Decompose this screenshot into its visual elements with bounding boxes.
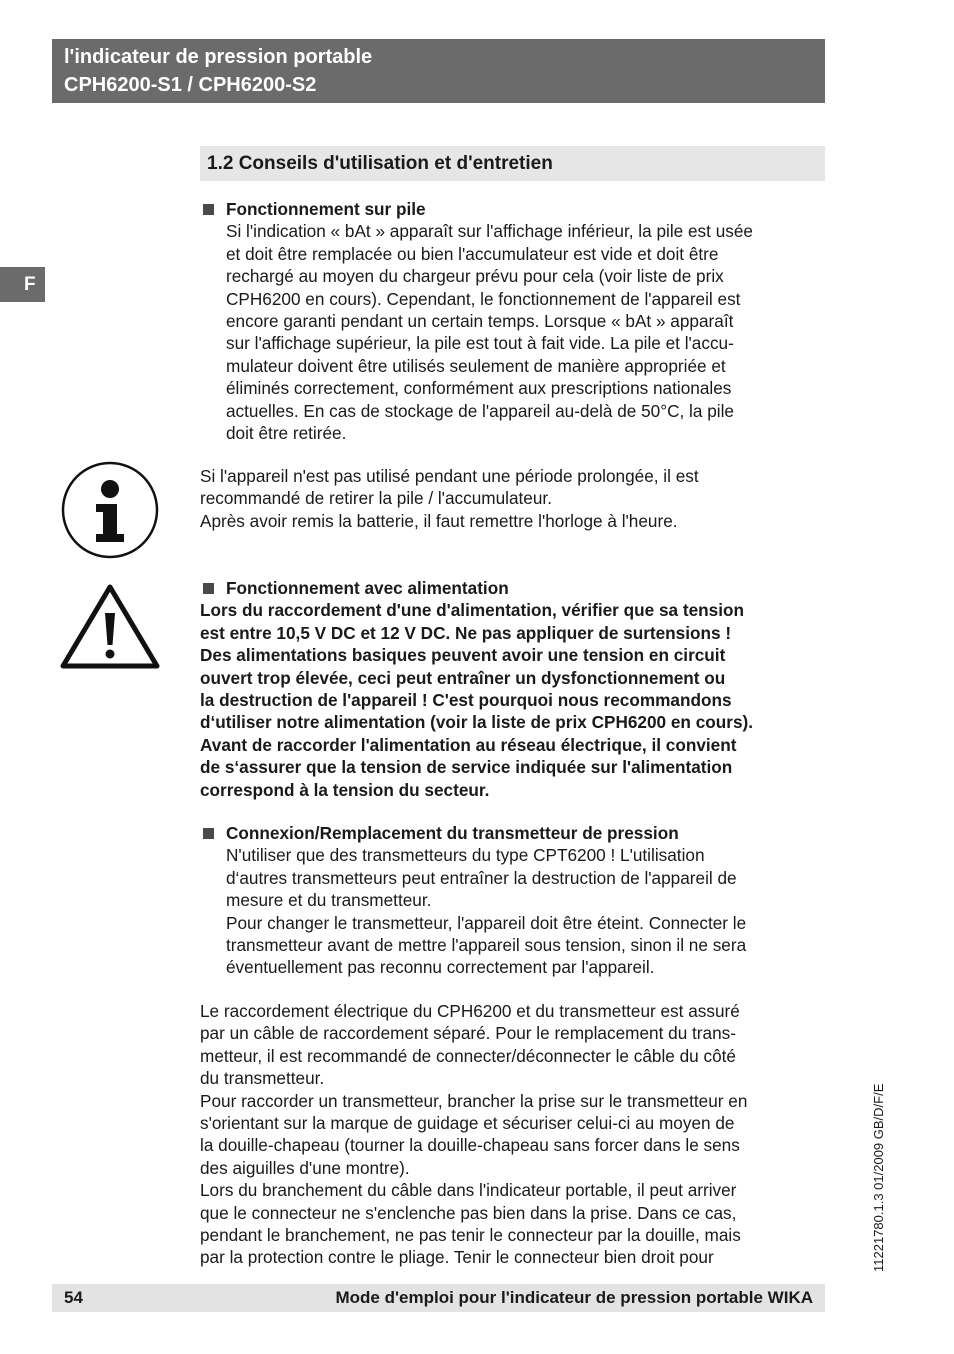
page-number: 54 [64,1288,83,1307]
document-number: 11221780.1.3 01/2009 GB/D/F/E [871,1083,886,1272]
connection-text: Le raccordement électrique du CPH6200 et du transmetteur est assuré par un câble de raccordement séparé. Pour le remplacement du trans- metteur, il est recommandé de connecter/déconnecter le câble du côté du transmetteur. Pour raccorder un transmetteur, brancher la prise sur le transmetteur en s'orientant sur la marque de guidage et sécuriser celui-ci au moyen de la douille-chapeau (tourner la douille-chapeau sans forcer dans le sens des aiguilles d'une montre). Lors du branchement du câble dans l'indicateur portable, il peut arriver que le connecteur ne s'enclenche pas bien dans la prise. Dans ce cas, pendant le branchement, ne pas tenir le connecteur par la douille, mais par la protection contre le pliage. Tenir le connecteur bien droit pour [200,1001,748,1268]
header-title-line2: CPH6200-S1 / CPH6200-S2 [64,74,317,96]
bullet-square-icon [203,204,214,215]
bullet-square-icon [203,583,214,594]
info-note: Si l'appareil n'est pas utilisé pendant une période prolongée, il est recommandé de retirer la pile / l'accumulateur. Après avoir remis la batterie, il faut remettre l'horloge à l'heure. [200,466,699,531]
battery-text: Si l'indication « bAt » apparaît sur l'affichage inférieur, la pile est usée et doit être remplacée ou bien l'accumulateur est vide et doit être rechargé au moyen du chargeur prévu pour cela (voir liste de prix CPH6200 en cours). Cependant, le fonctionnement de l'appareil est encore garanti pendant un certain temps. Lorsque « bAt » apparaît sur l'affichage supérieur, la pile est tout à fait vide. La pile et l'accu- mulateur doivent être utilisés seulement de manière appropriée et éliminés correctement, conformément aux prescriptions nationales actuelles. En cas de stockage de l'appareil au-delà de 50°C, la pile doit être retirée. [226,221,753,444]
battery-title: Fonctionnement sur pile [200,198,830,220]
transmitter-text: N'utiliser que des transmetteurs du type CPT6200 ! L'utilisation d‘autres transmetteurs peut entraîner la destruction de l'appareil de mesure et du transmetteur. Pour changer le transmetteur, l'appareil doit être éteint. Connecter le transmetteur avant de mettre l'appareil sous tension, sinon il ne sera éventuellement pas reconnu correctement par l'appareil. [226,845,747,978]
warning-icon [60,583,160,669]
power-title: Fonctionnement avec alimentation [200,577,830,599]
footer-title: Mode d'emploi pour l'indicateur de pression portable WIKA [335,1288,813,1307]
language-tab: F [0,267,45,302]
battery-section [200,198,830,444]
document-header [52,39,825,103]
transmitter-title: Connexion/Remplacement du transmetteur de pression [200,822,830,844]
transmitter-section [200,822,830,979]
bullet-square-icon [203,828,214,839]
header-title-line1: l'indicateur de pression portable [64,46,373,68]
page-footer [52,1284,825,1312]
section-heading: 1.2 Conseils d'utilisation et d'entretien [200,146,825,181]
power-warning-text: Lors du raccordement d'une d'alimentation, vérifier que sa tension est entre 10,5 V DC et 12 V DC. Ne pas appliquer de surtensions ! Des alimentations basiques peuvent avoir une tension en circuit ouvert trop élevée, ceci peut entraîner un dysfonctionnement ou la destruction de l'appareil ! C'est pourquoi nous recommandons d‘utiliser notre alimentation (voir la liste de prix CPH6200 en cours). Avant de raccorder l'alimentation au réseau électrique, il convient de s‘assurer que la tension de service indiquée sur l'alimentation correspond à la tension du secteur. [200,600,754,800]
info-icon [60,460,160,560]
power-section [200,577,830,801]
